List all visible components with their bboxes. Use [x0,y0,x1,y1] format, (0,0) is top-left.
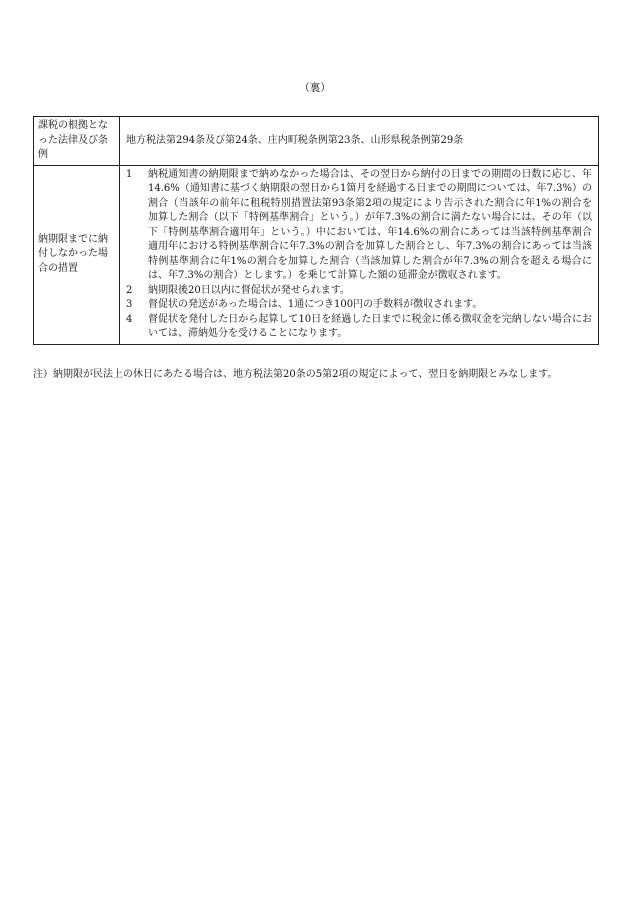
page-side-label: （裏） [299,82,331,94]
measure-item [126,284,592,299]
footnote [33,366,599,383]
late-payment-measures [120,165,599,344]
tax-basis-value: 地方税法第294条及び第24条、庄内町税条例第23条、山形県税条例第29条 [120,117,599,166]
measure-text: 督促状の発送があった場合は、1通につき100円の手数料が徴収されます。 [148,299,483,310]
measure-text: 納税通知書の納期限まで納めなかった場合は、その翌日から納付の日までの期間の日数に応じ、年14.6%（通知書に基づく納期限の翌日から1箇月を経過する日までの期間については、年7.3%）の割合（当該年の前年に租税特別措置法第93条第2項の規定により告示された割合に年1%の割合を加算した割合（以下「特例基準割合」という。）が年7.3%の割合に満たない場合には、その年（以下「特例基準割合適用年」という。）中においては、年14.6%の割合にあっては当該特例基準割合適用年における特例基準割合に年7.3%の割合を加算した割合とし、年7.3%の割合にあっては当該特例基準割合に年1%の割合を加算した割合（当該加算した割合が年7.3%の割合を超える場合には、年7.3%の割合）とします。）を乗じて計算した額の延滞金が徴収されます。 [148,168,592,281]
measure-number: 4 [126,313,133,325]
measure-number: 3 [126,299,133,310]
measure-text: 督促状を発付した日から起算して10日を経過した日までに税金に係る徴収金を完納しない場合においては、滞納処分を受けることになります。 [148,313,592,339]
tax-info-table [33,116,599,345]
measure-number: 1 [126,168,133,180]
tax-basis-header: 課税の根拠となった法律及び条例 [34,117,120,166]
measure-text: 納期限後20日以内に督促状が発せられます。 [148,284,350,296]
late-payment-header: 納期限までに納付しなかった場合の措置 [34,165,120,344]
measure-item [126,168,592,284]
measure-number: 2 [126,284,133,296]
measure-item [126,298,592,313]
footnote-text: 納期限が民法上の休日にあたる場合は、地方税法第20条の5第2項の規定によって、翌日を納期限とみなします。 [53,369,558,380]
measure-item [126,313,592,342]
tax-basis-row [34,117,599,166]
footnote-prefix: 注） [33,369,53,380]
late-payment-row [34,165,599,344]
